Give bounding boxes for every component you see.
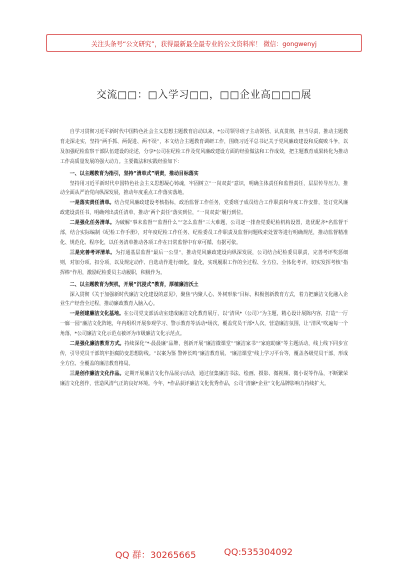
body-paragraph	[60, 370, 348, 390]
paragraph-text: 结合党风廉政建设考核指标，政治监督工作任务，党委班子成员结合工作职责和年度工作安排，签订党风廉政建设责任书，明确列出责任清单，推动“两个责任”落实到位，“一岗双责”履行到位。	[60, 200, 348, 217]
body-paragraph	[60, 199, 348, 219]
paragraph-lead: 三是完善考评清单。	[69, 249, 116, 256]
paragraph-text: 在公司党支部活动室建成廉洁文化教育展厅，以“清风*（公司）”为主题，精心设计展陈内容，打造“一厅一廊一园”廉洁文化阵地，年内组织开展参观学习、警示教育等活动*场次，覆盖党员干部*人次，营造廉洁氛围，让“清风”吹遍每一个角落，*公司廉洁文化示范点被评为市级廉洁文化示范点。	[60, 311, 348, 338]
section-heading: 一、以主题教育为指引，坚持“清单式”明责，推动目标落实	[69, 170, 199, 177]
footer	[0, 548, 408, 561]
paragraph-text: 为打通基层监督“最后一公里”，推动党风廉政建设向纵深发展，公司结合纪检委员职责，完善考评奖惩细则，对加分项、扣分项，以及规定动作、自选动作进行细化，量化，实现履职工作的全过程、全方位、全体化考评，切实发挥考核“指挥棒”作用，激励纪检委员主动履职，积极作为。	[60, 249, 348, 276]
paragraph-lead: 二是强化任务清单。	[69, 220, 115, 227]
body-paragraph	[60, 310, 348, 340]
body-paragraph	[60, 340, 348, 370]
promo-banner[interactable]: 关注头条号“公文研究”，获得最新最全最专业的公文资料库！ 微信：gongwenyj	[46, 34, 362, 52]
body-paragraph: 深入贯彻《关于加强新时代廉洁文化建设的意见》，聚焦“内聚人心、外树形象”目标，积极创新教育方式，着力把廉洁文化融入企业生产经营全过程，推动廉政教育入脑入心。	[60, 291, 348, 308]
paragraph-lead: 一是落实责任清单。	[69, 200, 115, 207]
document-body	[60, 128, 348, 390]
qq-group-text: QQ 群：30265665	[115, 551, 197, 561]
body-paragraph: 坚持用习近平新时代中国特色社会主义思想凝心铸魂，牢固树立“一岗双责”意识，明确主体责任和监督责任，层层传导压力，推动全面从严治党向纵深发展，推动年度重点工作落实落地。	[60, 180, 348, 197]
page-title: 交流□□：□入学习□□，□□企业高□□□展	[96, 90, 312, 101]
body-paragraph	[60, 249, 348, 279]
paragraph-text: 定期开展廉洁文化作品展示活动，通过征集廉洁书法、绘画、摄影、微视频、微小说等作品，不断繁荣廉洁文化创作，营造风清气正的良好环境。今年，*作品获评廉洁文化优秀作品，公司“清廉*企业”文化品牌影响力持续扩大。	[60, 370, 348, 387]
paragraph-lead: 二是强化廉洁教育方式。	[69, 341, 125, 348]
body-paragraph	[60, 219, 348, 249]
paragraph-text: 为破解“事未监督”“监督什么”“怎么监督”三大难题，公司逐一排查党委纪检机构设置，选优配齐*名监督干部，结合实际编制《纪检工作手册》，对年度纪检工作任务、纪检委员工作职责及监督问题线索处置等进行明确规范，推动监督精准化、规范化、程序化，以任务清单推动各项工作在日常监督中有章可循、有据可依。	[60, 220, 348, 246]
paragraph-lead: 一是创建廉洁文化基地。	[69, 311, 124, 318]
body-paragraph: 自学习贯彻习近平新时代中国特色社会主义思想主题教育启动以来，*公司领导班子主动领悟、认真贯彻，担当尽责，推动主题教育走深走实，坚持“两手抓、两促进、两不误”，本文结合主题教育调研工作，围绕习近平总书记关于党风廉政建设和反腐败斗争，以及加强纪检监察干部队伍建设的论述，分享*公司在纪检工作及党风廉政建设方面的经验做法和工作成效，把主题教育成果转化为推动工作高质量发展的强大动力。主要做法和实践经验如下：	[60, 129, 348, 165]
qq-number-text: QQ:535304092	[224, 548, 293, 558]
paragraph-lead: 三是创作廉洁文化作品。	[69, 370, 125, 377]
paragraph-text: 持续深化“*·晨晨廉”品牌，创新开展“廉洁微课堂”“廉洁家书”“家庭助廉”等主题活动，线上线下同步宣传，引导党员干部筑牢拒腐防变思想防线。“以案为鉴 警钟长鸣”廉洁教育展、“廉洁课堂”线上学习平台等，覆盖各级党员干部，形成全方位、全覆盖的廉洁教育格局。	[60, 341, 348, 367]
section-heading: 二、以主题教育为契机，开展“沉浸式”教育，厚植廉洁沃土	[69, 281, 199, 288]
